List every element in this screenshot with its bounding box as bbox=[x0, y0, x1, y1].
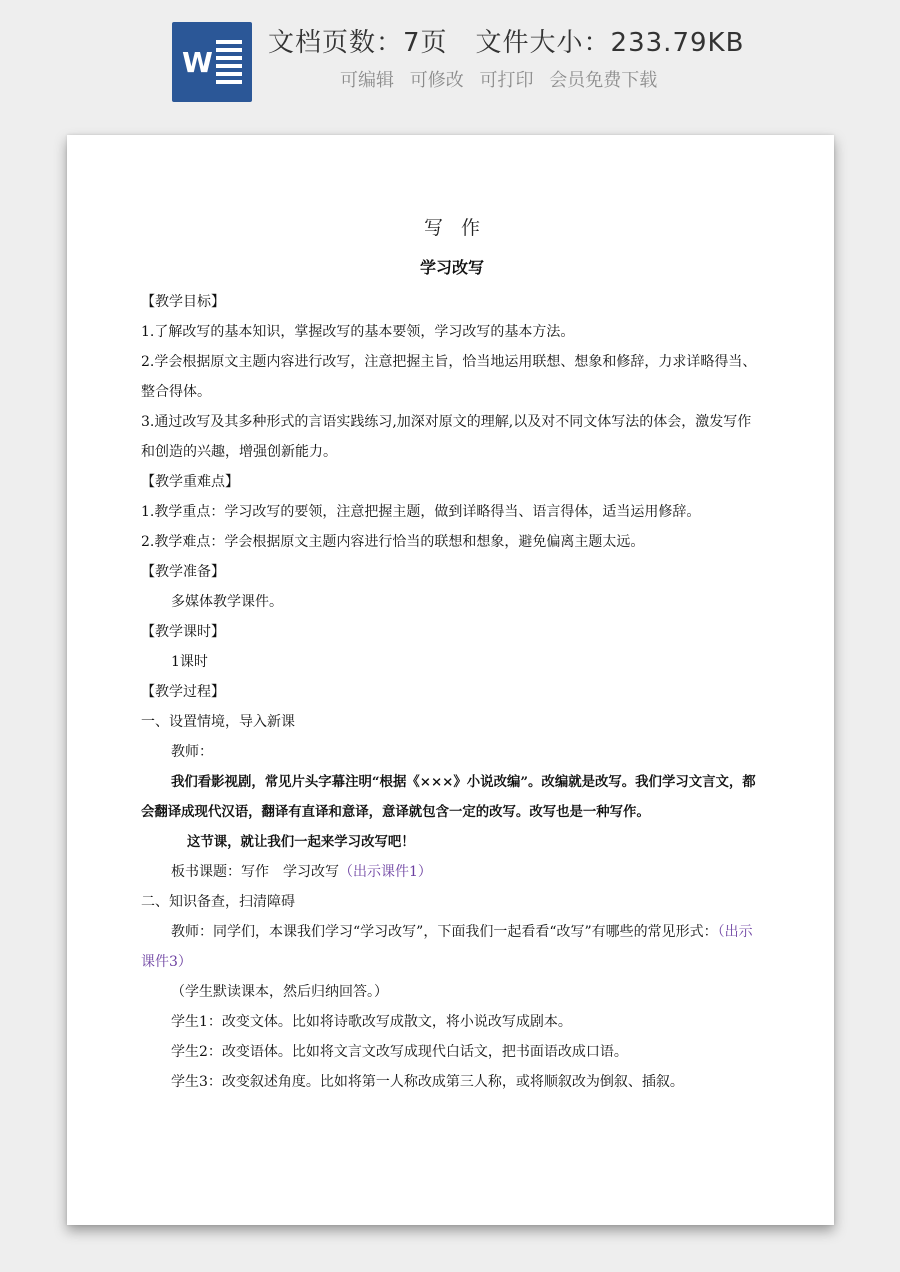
intro-paragraph: 我们看影视剧，常见片头字幕注明“根据《×××》小说改编”。改编就是改写。我们学习文言文，都会翻译成现代汉语，翻译有直译和意译，意译就包含一定的改写。改写也是一种写作。 bbox=[141, 774, 756, 820]
doc-subtitle: 学习改写 bbox=[419, 258, 484, 277]
key-point-1: 1.教学重点：学习改写的要领，注意把握主题，做到详略得当、语言得体，适当运用修辞。 bbox=[141, 504, 701, 520]
preparation-text: 多媒体教学课件。 bbox=[171, 594, 283, 610]
document-lines-icon bbox=[216, 40, 242, 88]
goal-item-2: 2.学会根据原文主题内容进行改写，注意把握主旨，恰当地运用联想、想象和修辞，力求详略得当、整合得体。 bbox=[141, 354, 757, 400]
board-slide-note: （出示课件1） bbox=[339, 864, 432, 880]
students-instruction: （学生默读课本，然后归纳回答。） bbox=[171, 984, 388, 1000]
student-answer-3: 学生3：改变叙述角度。比如将第一人称改成第三人称，或将顺叙改为倒叙、插叙。 bbox=[171, 1074, 684, 1090]
file-meta bbox=[268, 22, 744, 59]
file-size: 文件大小：233.79KB bbox=[475, 28, 745, 58]
key-point-2: 2.教学难点：学会根据原文主题内容进行恰当的联想和想象，避免偏离主题太远。 bbox=[141, 534, 645, 550]
goal-item-3: 3.通过改写及其多种形式的言语实践练习,加深对原文的理解,以及对不同文体写法的体会，激发写作和创造的兴趣，增强创新能力。 bbox=[141, 414, 752, 460]
doc-title: 写作 bbox=[423, 217, 498, 239]
document-page bbox=[67, 135, 834, 1225]
section-heading-process: 【教学过程】 bbox=[141, 684, 225, 700]
intro-closing: 这节课，就让我们一起来学习改写吧！ bbox=[187, 834, 415, 850]
feature-list bbox=[340, 66, 667, 92]
feature-member-download: 会员免费下载 bbox=[549, 70, 658, 91]
feature-modifiable: 可修改 bbox=[409, 70, 464, 91]
download-header bbox=[0, 0, 900, 120]
goal-item-1: 1.了解改写的基本知识，掌握改写的基本要领，学习改写的基本方法。 bbox=[141, 324, 575, 340]
feature-printable: 可打印 bbox=[479, 70, 534, 91]
feature-editable: 可编辑 bbox=[340, 70, 394, 91]
section-heading-preparation: 【教学准备】 bbox=[141, 564, 225, 580]
word-document-icon bbox=[172, 22, 252, 102]
teacher-question: 教师：同学们，本课我们学习“学习改写”，下面我们一起看看“改写”有哪些的常见形式： bbox=[171, 924, 718, 940]
student-answer-2: 学生2：改变语体。比如将文言文改写成现代白话文，把书面语改成口语。 bbox=[171, 1044, 628, 1060]
teacher-label: 教师： bbox=[171, 744, 213, 760]
teacher-slide-note: （出示课件3） bbox=[141, 924, 753, 970]
section-heading-goals: 【教学目标】 bbox=[141, 294, 225, 310]
step-1-heading: 一、设置情境，导入新课 bbox=[141, 714, 295, 730]
board-title-line bbox=[141, 857, 763, 887]
section-heading-key-points: 【教学重难点】 bbox=[141, 474, 239, 490]
step-2-heading: 二、知识备查，扫清障碍 bbox=[141, 894, 295, 910]
section-heading-periods: 【教学课时】 bbox=[141, 624, 225, 640]
logo-letter: W bbox=[182, 46, 213, 79]
periods-text: 1课时 bbox=[171, 654, 208, 670]
student-answer-1: 学生1：改变文体。比如将诗歌改写成散文，将小说改写成剧本。 bbox=[171, 1014, 572, 1030]
board-title: 板书课题：写作 学习改写 bbox=[171, 864, 339, 880]
document-body bbox=[141, 213, 763, 1097]
page-count: 文档页数：7页 bbox=[268, 28, 448, 58]
teacher-question-line bbox=[141, 917, 763, 977]
